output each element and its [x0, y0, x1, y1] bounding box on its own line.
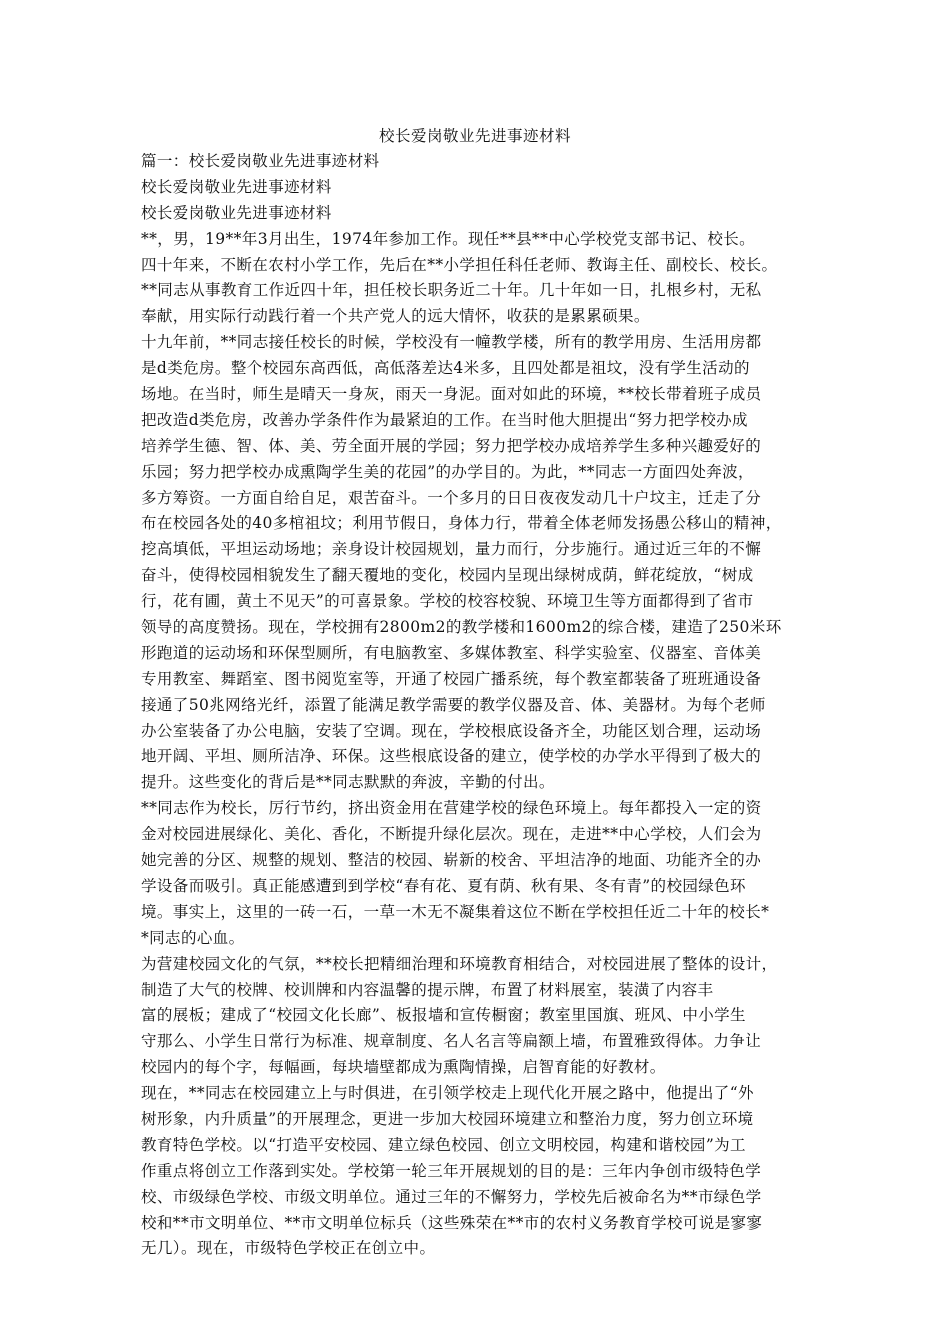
document-title: 校长爱岗敬业先进事迹材料 [378, 127, 571, 145]
body-text-line: 布在校园各处的40多棺祖坟；利用节假日，身体力行，带着全体老师发扬愚公移山的精神， [141, 514, 782, 533]
body-text-line: 地开阔、平坦、厕所洁净、环保。这些根底设备的建立，使学校的办学水平得到了极大的 [141, 747, 762, 766]
body-text-line: **，男，19**年3月出生，1974年参加工作。现任**县**中心学校党支部书记、校长。 [141, 229, 756, 248]
body-text-line: **同志作为校长，厉行节约，挤出资金用在营建学校的绿色环境上。每年都投入一定的资 [141, 799, 762, 818]
body-text-line: 行，花有圃，黄土不见天”的可喜景象。学校的校容校貌、环境卫生等方面都得到了省市 [141, 592, 754, 611]
body-text-line: 专用教室、舞蹈室、图书阅览室等，开通了校园广播系统，每个教室都装备了班班通设备 [141, 669, 762, 688]
body-text-line: 奋斗，使得校园相貌发生了翻天覆地的变化，校园内呈现出绿树成荫，鲜花绽放，“树成 [141, 566, 754, 585]
body-text-line: 接通了50兆网络光纤，添置了能满足教学需要的教学仪器及音、体、美器材。为每个老师 [141, 695, 766, 714]
body-text-line: 篇一：校长爱岗敬业先进事迹材料 [141, 152, 380, 170]
body-text-line: 四十年来，不断在农村小学工作，先后在**小学担任科任老师、教诲主任、副校长、校长。 [141, 255, 778, 274]
body-text-line: 奉献，用实际行动践行着一个共产党人的远大情怀，收获的是累累硕果。 [141, 307, 650, 326]
body-text-line: 富的展板；建成了“校园文化长廊”、板报墙和宣传橱窗；教室里国旗、班风、中小学生 [141, 1006, 746, 1025]
body-text-line: 校、市级绿色学校、市级文明单位。通过三年的不懈努力，学校先后被命名为**市绿色学 [141, 1187, 762, 1206]
body-text-line: 现在，**同志在校园建立上与时俱进，在引领学校走上现代化开展之路中，他提出了“外 [141, 1084, 754, 1103]
body-text-line: 树形象，内升质量”的开展理念，更进一步加大校园环境建立和整治力度，努力创立环境 [141, 1109, 754, 1128]
document-body [141, 149, 821, 1262]
body-text-line: 校长爱岗敬业先进事迹材料 [141, 177, 332, 196]
body-text-line: **同志从事教育工作近四十年，担任校长职务近二十年。几十年如一日，扎根乡村，无私 [141, 281, 762, 300]
body-text-line: 境。事实上，这里的一砖一石，一草一木无不凝集着这位不断在学校担任近二十年的校长* [141, 902, 770, 921]
body-text-line: 多方筹资。一方面自给自足，艰苦奋斗。一个多月的日日夜夜发动几十户坟主，迁走了分 [141, 488, 762, 507]
body-text-line: 为营建校园文化的气氛，**校长把精细治理和环境教育相结合，对校园进展了整体的设计， [141, 954, 778, 973]
body-text-line: 挖高填低，平坦运动场地；亲身设计校园规划，量力而行，分步施行。通过近三年的不懈 [141, 540, 762, 559]
body-text-line: 十九年前，**同志接任校长的时候，学校没有一幢教学楼，所有的教学用房、生活用房都 [141, 333, 762, 352]
body-text-line: 金对校园进展绿化、美化、香化，不断提升绿化层次。现在，走进**中心学校，人们会为 [141, 825, 762, 844]
body-text-line: 领导的高度赞扬。现在，学校拥有2800m2的教学楼和1600m2的综合楼，建造了250米环 [141, 618, 782, 637]
body-text-line: 形跑道的运动场和环保型厕所，有电脑教室、多媒体教室、科学实验室、仪器室、音体美 [141, 643, 762, 662]
body-text-line: 制造了大气的校牌、校训牌和内容温馨的提示牌，布置了材料展室，装潢了内容丰 [141, 980, 714, 999]
body-text-line: 校和**市文明单位、**市文明单位标兵（这些殊荣在**市的农村义务教育学校可说是寥寥 [141, 1213, 763, 1232]
body-text-line: 作重点将创立工作落到实处。学校第一轮三年开展规划的目的是：三年内争创市级特色学 [141, 1161, 762, 1180]
body-text-line: 乐园；努力把学校办成熏陶学生美的花园”的办学目的。为此，**同志一方面四处奔波， [141, 462, 754, 481]
body-text-line: 提升。这些变化的背后是**同志默默的奔波，辛勤的付出。 [141, 773, 555, 792]
body-text-line: 教育特色学校。以“打造平安校园、建立绿色校园、创立文明校园，构建和谐校园”为工 [141, 1135, 746, 1154]
body-text-line: 办公室装备了办公电脑，安装了空调。现在，学校根底设备齐全，功能区划合理，运动场 [141, 721, 762, 740]
body-text-line: 她完善的分区、规整的规划、整洁的校园、崭新的校舍、平坦洁净的地面、功能齐全的办 [141, 851, 762, 870]
body-text-line: 是d类危房。整个校园东高西低，高低落差达4米多，且四处都是祖坟，没有学生活动的 [141, 359, 750, 378]
body-text-line: 校长爱岗敬业先进事迹材料 [141, 203, 332, 222]
body-text-line: 把改造d类危房，改善办学条件作为最紧迫的工作。在当时他大胆提出“努力把学校办成 [141, 410, 748, 429]
body-text-line: 培养学生德、智、体、美、劳全面开展的学园；努力把学校办成培养学生多种兴趣爱好的 [141, 436, 762, 455]
body-text-line: 守那么、小学生日常行为标准、规章制度、名人名言等扁额上墙，布置雅致得体。力争让 [141, 1032, 762, 1051]
body-text-line: 校园内的每个字，每幅画，每块墙壁都成为熏陶情操，启智育能的好教材。 [141, 1058, 666, 1077]
body-text-line: 场地。在当时，师生是晴天一身灰，雨天一身泥。面对如此的环境，**校长带着班子成员 [141, 385, 762, 404]
body-text-line: 无几）。现在，市级特色学校正在创立中。 [141, 1239, 436, 1258]
body-text-line: 学设备而吸引。真正能感遭到到学校“春有花、夏有荫、秋有果、冬有青”的校园绿色环 [141, 876, 746, 895]
body-text-line: *同志的心血。 [141, 928, 245, 947]
